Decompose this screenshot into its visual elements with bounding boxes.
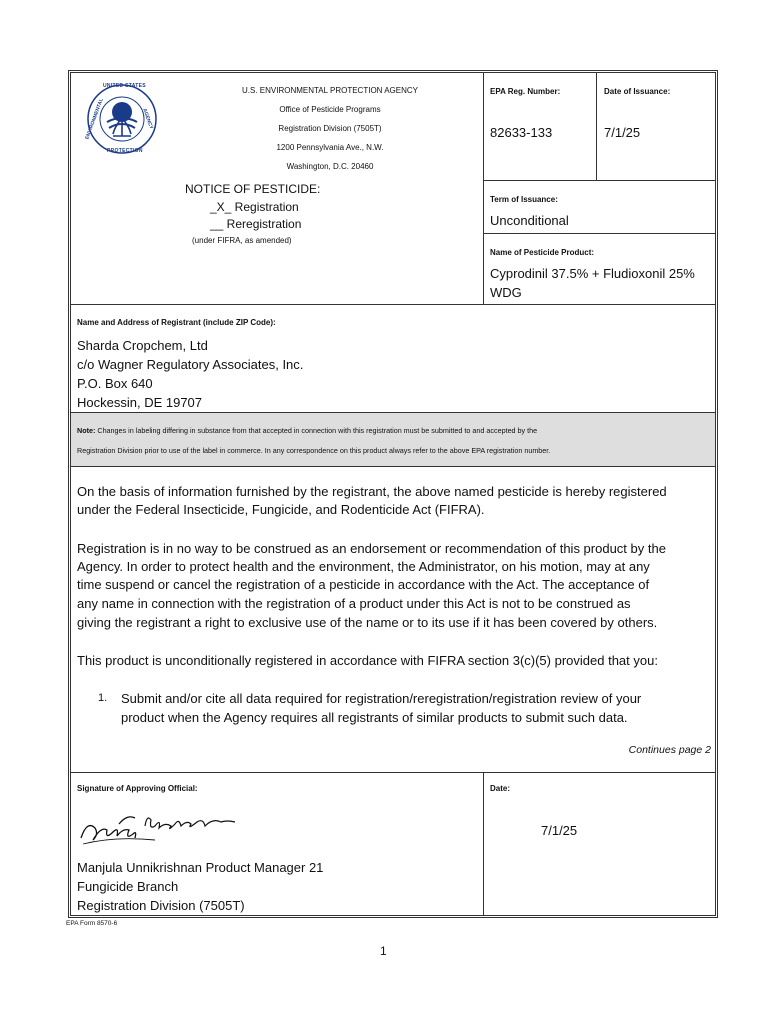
note-line2: Registration Division prior to use of the label in commerce. In any correspondence on this product always refer to the above EPA registration number. bbox=[77, 446, 551, 455]
handwritten-signature bbox=[75, 800, 245, 850]
division-name: Registration Division (7505T) bbox=[278, 124, 382, 133]
signature-top-rule bbox=[70, 772, 716, 773]
header-bottom-rule bbox=[70, 304, 716, 305]
note-block bbox=[71, 413, 715, 466]
reg-number-label: EPA Reg. Number: bbox=[490, 87, 561, 96]
note-label: Note: bbox=[77, 426, 96, 435]
body-paragraph-2-line2: Agency. In order to protect health and the environment, the Administrator, on his motion, may at any bbox=[77, 559, 650, 574]
page-number: 1 bbox=[380, 944, 387, 958]
form-number: EPA Form 8570-6 bbox=[66, 920, 118, 927]
header-divider-right bbox=[596, 72, 597, 180]
list-item-1-number: 1. bbox=[98, 692, 108, 704]
body-paragraph-1-line2: under the Federal Insecticide, Fungicide, and Rodenticide Act (FIFRA). bbox=[77, 502, 485, 517]
body-paragraph-2-line3: time suspend or cancel the registration of a pesticide in accordance with the Act. The acceptance of bbox=[77, 577, 650, 592]
note-line1: Changes in labeling differing in substance from that accepted in connection with this registration must be submitted to and accepted by the bbox=[95, 426, 538, 435]
product-name-line2: WDG bbox=[490, 285, 522, 300]
notice-reregistration: __ Reregistration bbox=[210, 217, 302, 231]
signature-divider bbox=[483, 772, 484, 916]
list-item-1-line2: product when the Agency requires all registrants of similar products to submit such data. bbox=[121, 710, 628, 725]
product-name-line1: Cyprodinil 37.5% + Fludioxonil 25% bbox=[490, 266, 695, 281]
body-paragraph-3: This product is unconditionally registered in accordance with FIFRA section 3(c)(5) provided that you: bbox=[77, 653, 658, 668]
continues-page-2: Continues page 2 bbox=[628, 744, 711, 756]
registrant-line4: Hockessin, DE 19707 bbox=[77, 395, 203, 410]
notice-under-fifra: (under FIFRA, as amended) bbox=[192, 236, 292, 245]
signer-division: Registration Division (7505T) bbox=[77, 898, 245, 913]
notice-registration: _X_ Registration bbox=[210, 200, 299, 214]
note-bottom-rule bbox=[70, 466, 716, 467]
registrant-line2: c/o Wagner Regulatory Associates, Inc. bbox=[77, 357, 304, 372]
seal-text-top: UNITED STATES bbox=[103, 83, 146, 89]
body-paragraph-2-line1: Registration is in no way to be construed as an endorsement or recommendation of this product by the bbox=[77, 541, 666, 556]
header-divider-left bbox=[483, 72, 484, 304]
term-value: Unconditional bbox=[490, 213, 569, 228]
seal-text-right: AGENCY bbox=[141, 107, 155, 131]
product-name-label: Name of Pesticide Product: bbox=[490, 248, 595, 257]
reg-number-value: 82633-133 bbox=[490, 125, 553, 140]
agency-city: Washington, D.C. 20460 bbox=[286, 162, 374, 171]
signature-label: Signature of Approving Official: bbox=[77, 784, 198, 793]
body-paragraph-2-line4: any name in connection with the registration of a product under this Act is not to be construed as bbox=[77, 596, 631, 611]
term-label: Term of Issuance: bbox=[490, 195, 558, 204]
date-issuance-label: Date of Issuance: bbox=[604, 87, 671, 96]
note-text-line1 bbox=[77, 426, 537, 435]
date-label: Date: bbox=[490, 784, 511, 793]
signer-branch: Fungicide Branch bbox=[77, 879, 179, 894]
notice-title: NOTICE OF PESTICIDE: bbox=[185, 182, 321, 196]
registrant-line3: P.O. Box 640 bbox=[77, 376, 153, 391]
date-issuance-value: 7/1/25 bbox=[604, 125, 641, 140]
registrant-line1: Sharda Cropchem, Ltd bbox=[77, 338, 208, 353]
seal-text-bottom: PROTECTION bbox=[107, 148, 143, 154]
header-rule-2 bbox=[483, 233, 716, 234]
agency-street: 1200 Pennsylvania Ave., N.W. bbox=[276, 143, 384, 152]
signer-name-line: Manjula Unnikrishnan Product Manager 21 bbox=[77, 860, 324, 875]
list-item-1-line1: Submit and/or cite all data required for registration/reregistration/registration review of your bbox=[121, 691, 642, 706]
agency-name: U.S. ENVIRONMENTAL PROTECTION AGENCY bbox=[241, 86, 419, 95]
epa-seal-logo bbox=[85, 82, 159, 156]
registrant-label: Name and Address of Registrant (include ZIP Code): bbox=[77, 318, 276, 327]
body-paragraph-2-line5: giving the registrant a right to exclusive use of the name or to its use if it has been covered by others. bbox=[77, 615, 658, 630]
date-value: 7/1/25 bbox=[541, 823, 578, 838]
header-rule-1 bbox=[483, 180, 716, 181]
body-paragraph-1-line1: On the basis of information furnished by the registrant, the above named pesticide is hereby registered bbox=[77, 484, 667, 499]
seal-text-left: ENVIRONMENTAL bbox=[84, 97, 105, 141]
office-name: Office of Pesticide Programs bbox=[279, 105, 381, 114]
